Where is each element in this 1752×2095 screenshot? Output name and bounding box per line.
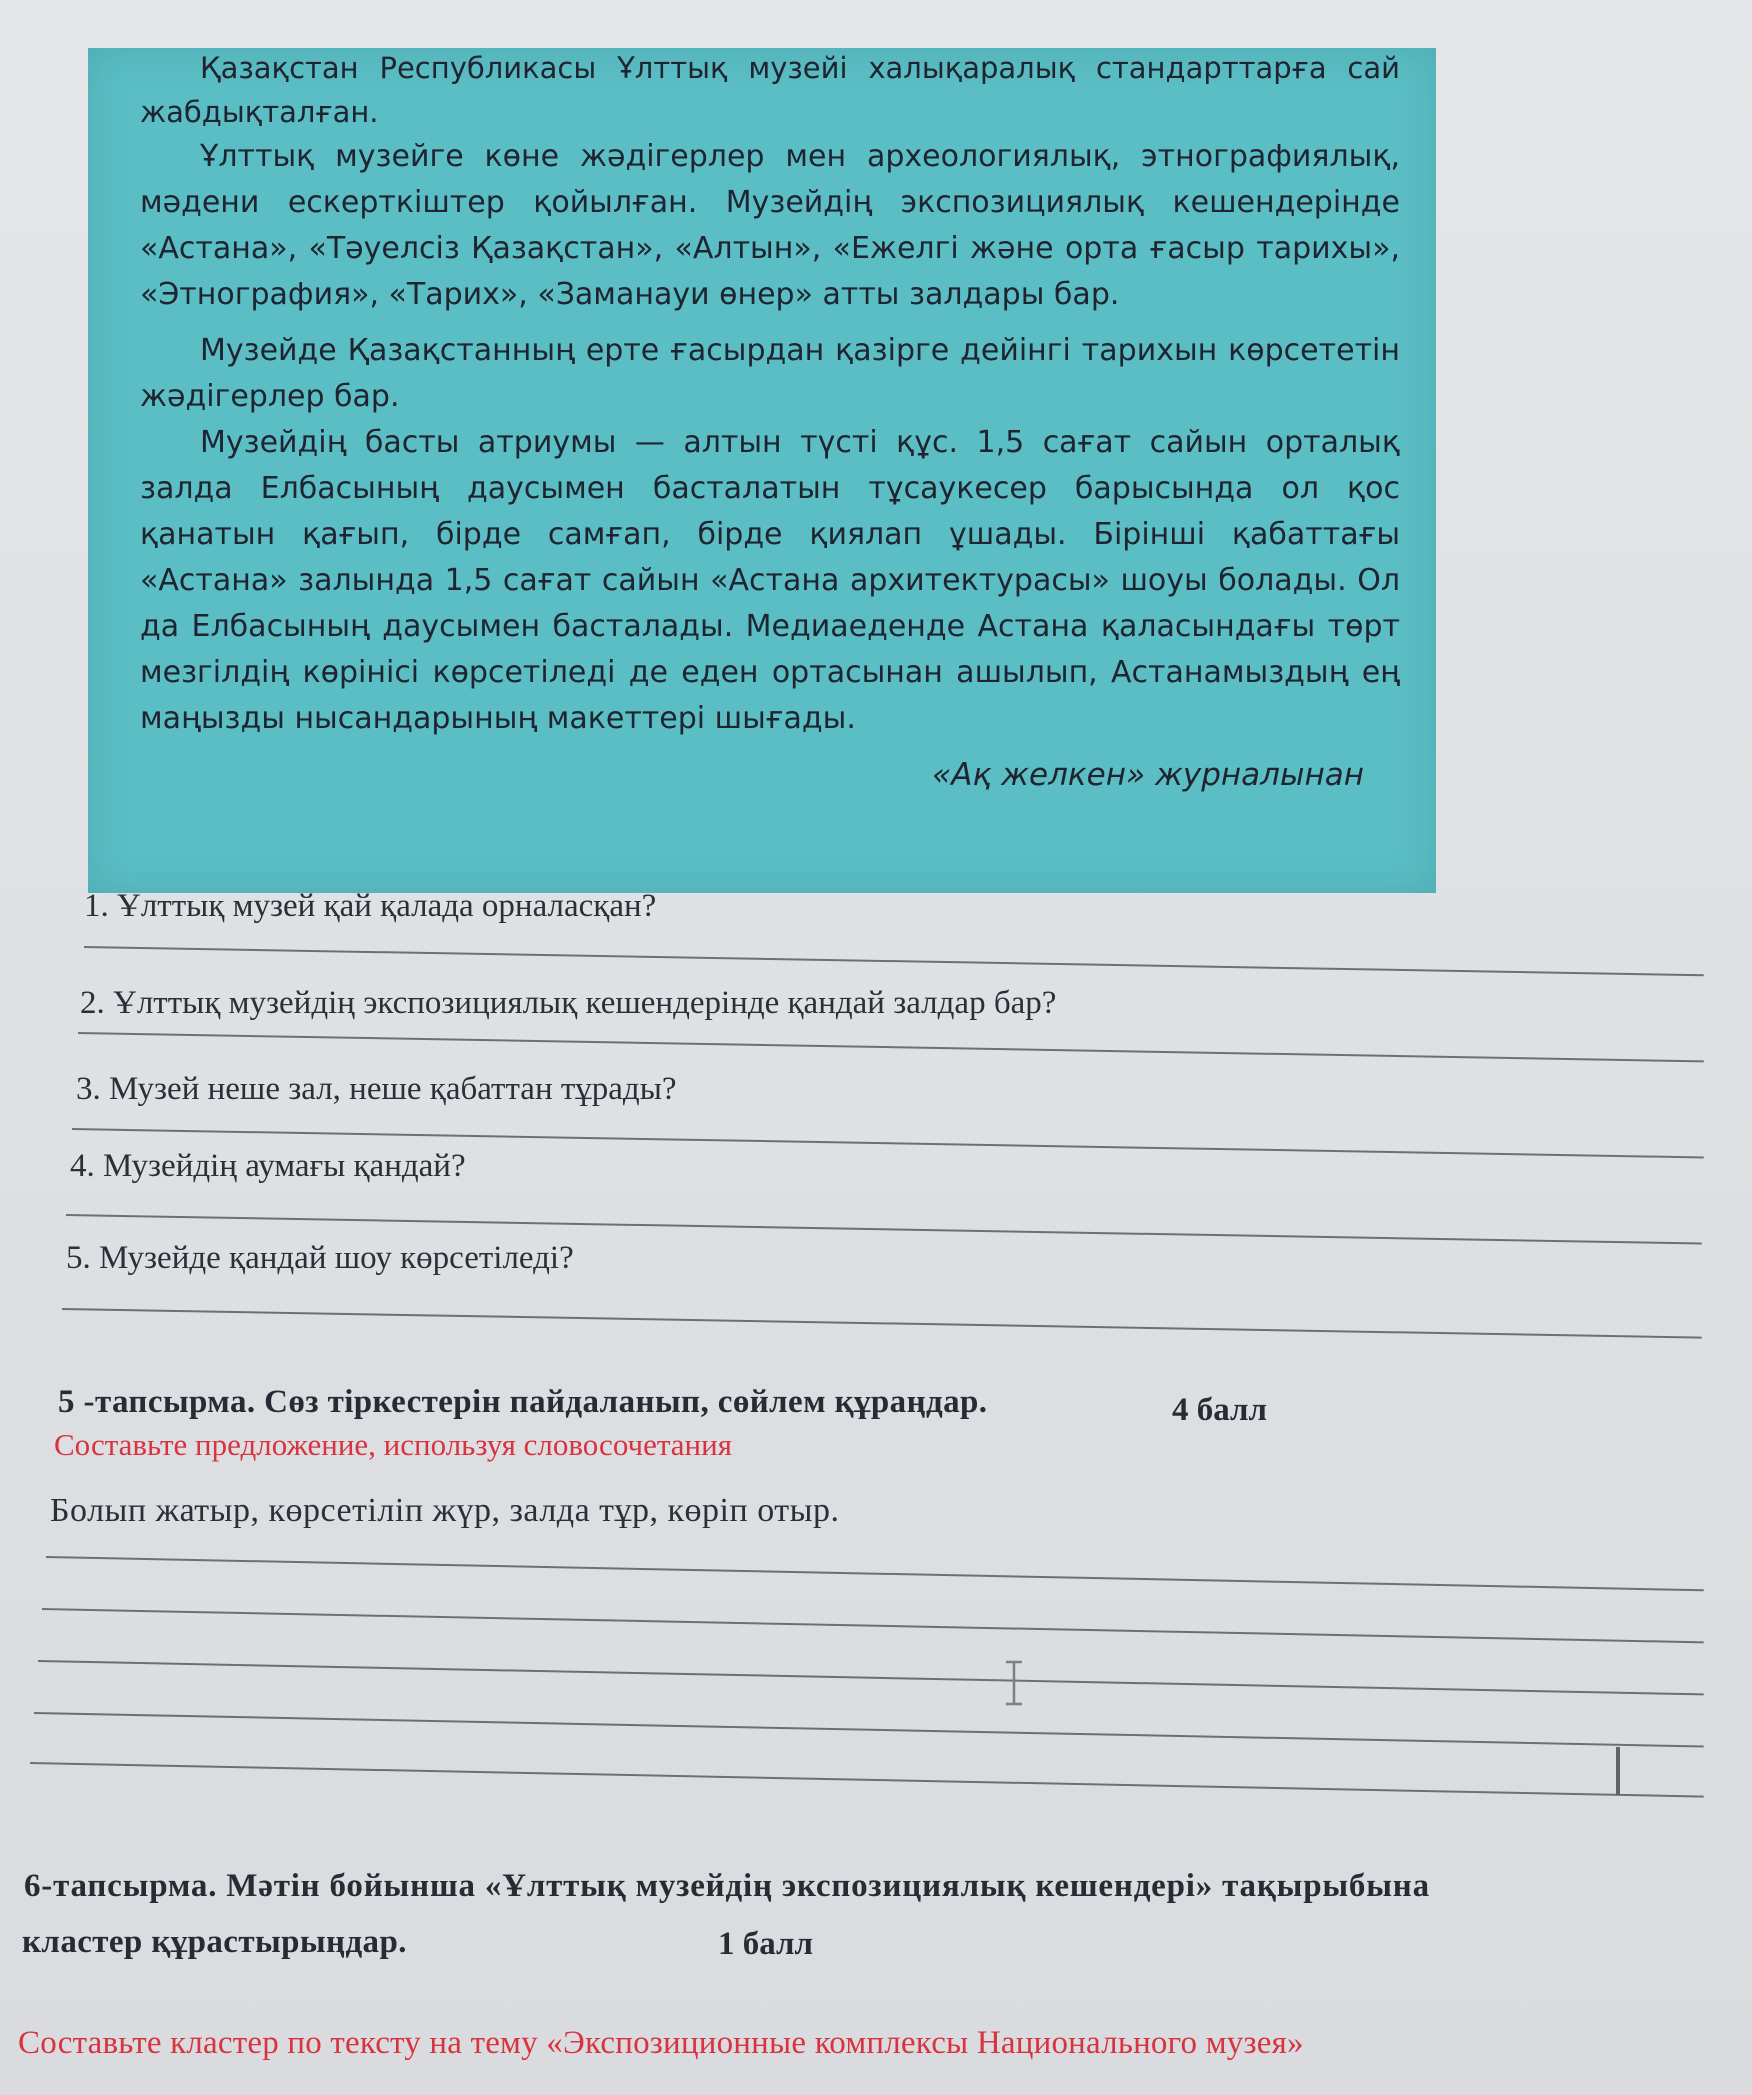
reading-passage	[140, 46, 1400, 798]
writing-line-2[interactable]	[42, 1608, 1704, 1643]
writing-line-5[interactable]	[30, 1762, 1704, 1798]
passage-paragraph-1: Қазақстан Республикасы Ұлттық музейі халықаралық стандарттарға сай жабдықталған.	[140, 51, 1400, 129]
writing-line-3[interactable]	[38, 1660, 1704, 1695]
task-6-russian-instruction: Составьте кластер по тексту на тему «Экспозиционные комплексы Национального музея»	[18, 2025, 1304, 2061]
question-3: 3. Музей неше зал, неше қабаттан тұрады?	[76, 1071, 677, 1107]
passage-paragraph-2: Ұлттық музейге көне жәдігерлер мен археологиялық, этнографиялық, мәдени ескерткіштер қойылған. Музейдің экспозициялық кешендерінде «Астана», «Тәуелсіз Қазақстан», «Алтын», «Ежелгі және орта ғасыр тарихы», «Этнография», «Тарих», «Заманауи өнер» атты залдары бар.	[140, 139, 1400, 312]
task-5-title: 5 -тапсырма. Сөз тіркестерін пайдаланып, сөйлем құраңдар.	[58, 1384, 988, 1420]
line-end-mark	[1616, 1747, 1620, 1795]
task-5-points: 4 балл	[1172, 1392, 1268, 1428]
answer-line-5[interactable]	[62, 1308, 1702, 1339]
question-5: 5. Музейде қандай шоу көрсетіледі?	[66, 1240, 574, 1276]
question-1: 1. Ұлттық музей қай қалада орналасқан?	[84, 888, 657, 924]
writing-line-1[interactable]	[46, 1556, 1704, 1591]
passage-source: «Ақ желкен» журналынан	[932, 757, 1364, 793]
task-6-points: 1 балл	[718, 1926, 814, 1962]
task-5-russian-instruction: Составьте предложение, используя словосочетания	[54, 1427, 732, 1462]
question-4: 4. Музейдің аумағы қандай?	[70, 1148, 466, 1184]
question-2: 2. Ұлттық музейдің экспозициялық кешендерінде қандай залдар бар?	[80, 985, 1057, 1021]
answer-line-1[interactable]	[84, 946, 1704, 976]
task-5-phrases: Болып жатыр, көрсетіліп жүр, залда тұр, көріп отыр.	[50, 1492, 840, 1529]
answer-line-2[interactable]	[78, 1032, 1704, 1062]
text-cursor-icon	[1003, 1660, 1025, 1706]
writing-line-4[interactable]	[34, 1712, 1704, 1748]
task-6-title-line-2: кластер құрастырыңдар.	[22, 1924, 407, 1960]
passage-paragraph-3: Музейде Қазақстанның ерте ғасырдан қазірге дейінгі тарихын көрсететін жәдігерлер бар.	[140, 333, 1400, 414]
task-6-title-line-1: 6-тапсырма. Мәтін бойынша «Ұлттық музейдің экспозициялық кешендері» тақырыбына	[24, 1868, 1430, 1904]
passage-paragraph-4: Музейдің басты атриумы — алтын түсті құс. 1,5 сағат сайын орталық залда Елбасының даусымен басталатын тұсаукесер барысында ол қос қанатын қағып, бірде самғап, бірде қиялап ұшады. Бірінші қабаттағы «Астана» залында 1,5 сағат сайын «Астана архитектурасы» шоуы болады. Ол да Елбасының даусымен басталады. Медиаеденде Астана қаласындағы төрт мезгілдің көрінісі көрсетіледі де еден ортасынан ашылып, Астанамыздың ең маңызды нысандарының макеттері шығады.	[140, 425, 1400, 736]
